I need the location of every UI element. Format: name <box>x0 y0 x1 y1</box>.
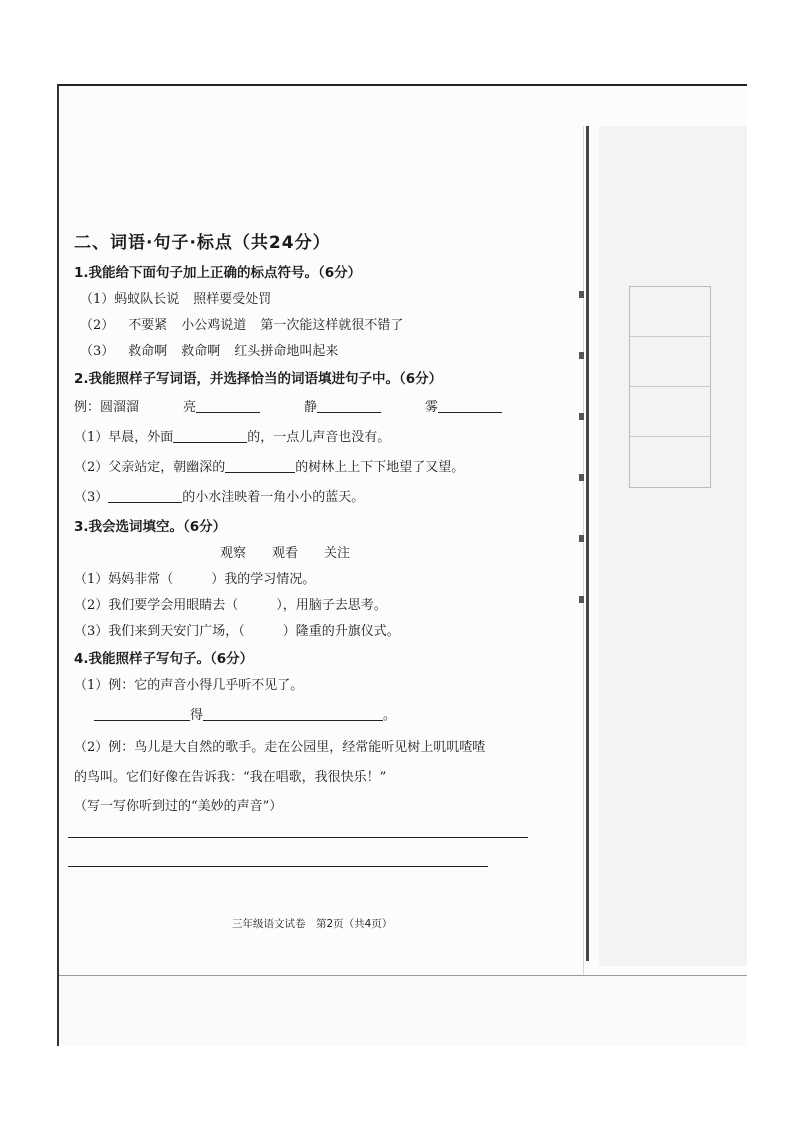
q2-item-2: （2）父亲站定，朝幽深的 的树林上上下下地望了又望。 <box>74 453 514 483</box>
q4-task: （写一写你听到过的“美妙的声音”） <box>74 799 283 814</box>
q1-title: 1.我能给下面句子加上正确的标点符号。（6分） <box>74 265 362 281</box>
q2-fill-1[interactable] <box>173 426 247 443</box>
page-footer: 三年级语文试卷 第2页（共4页） <box>232 918 393 930</box>
q3-item-3: （3）我们来到天安门广场，（ ）隆重的升旗仪式。 <box>74 624 400 639</box>
q2-title: 2.我能照样子写词语，并选择恰当的词语填进句子中。（6分） <box>74 371 443 387</box>
q3-word-choices: 观察 观看 关注 <box>220 546 351 561</box>
q4-example-1: （1）例：它的声音小得几乎听不见了。 <box>74 678 304 693</box>
q2-example: 例：圆溜溜 亮 静 雾 <box>74 393 514 423</box>
q2-blank-2[interactable] <box>317 396 381 413</box>
q2-blank-1[interactable] <box>196 396 260 413</box>
q2-item-3: （3） 的小水洼映着一角小小的蓝天。 <box>74 483 514 513</box>
q3-item-1: （1）妈妈非常（ ）我的学习情况。 <box>74 572 316 587</box>
q2-item-1: （1）早晨，外面 的，一点儿声音也没有。 <box>74 423 514 453</box>
scan-bottom-band <box>59 975 747 1046</box>
q4-answer-1: 得 。 <box>74 699 514 733</box>
q4-title: 4.我能照样子写句子。（6分） <box>74 651 254 667</box>
q4-example-2-line2: 的鸟叫。它们好像在告诉我：“我在唱歌，我很快乐！” <box>74 770 387 785</box>
q2-fill-3[interactable] <box>108 486 182 503</box>
q1-item-2: （2） 不要紧 小公鸡说道 第一次能这样就很不错了 <box>80 318 404 333</box>
exam-content <box>74 228 514 821</box>
section-title: 二、词语·句子·标点（共24分） <box>74 233 331 253</box>
q2-blank-3[interactable] <box>438 396 502 413</box>
q1-item-1: （1）蚂蚁队长说 照样要受处罚 <box>80 292 272 307</box>
q3-item-2: （2）我们要学会用眼睛去（ ），用脑子去思考。 <box>74 598 387 613</box>
q3-title: 3.我会选词填空。（6分） <box>74 519 227 535</box>
q1-item-3: （3） 救命啊 救命啊 红头拼命地叫起来 <box>80 344 339 359</box>
q4-blank-1a[interactable] <box>94 704 190 721</box>
binding-marks <box>579 291 589 657</box>
q4-answer-line-2[interactable] <box>68 866 488 867</box>
student-info-box <box>629 286 711 488</box>
bleed-through-margin <box>599 126 747 966</box>
q2-fill-2[interactable] <box>225 456 295 473</box>
q4-example-2-line1: （2）例：鸟儿是大自然的歌手。走在公园里，经常能听见树上叽叽喳喳 <box>74 740 486 755</box>
q4-answer-line-1[interactable] <box>68 837 528 838</box>
q4-blank-1b[interactable] <box>203 704 383 721</box>
